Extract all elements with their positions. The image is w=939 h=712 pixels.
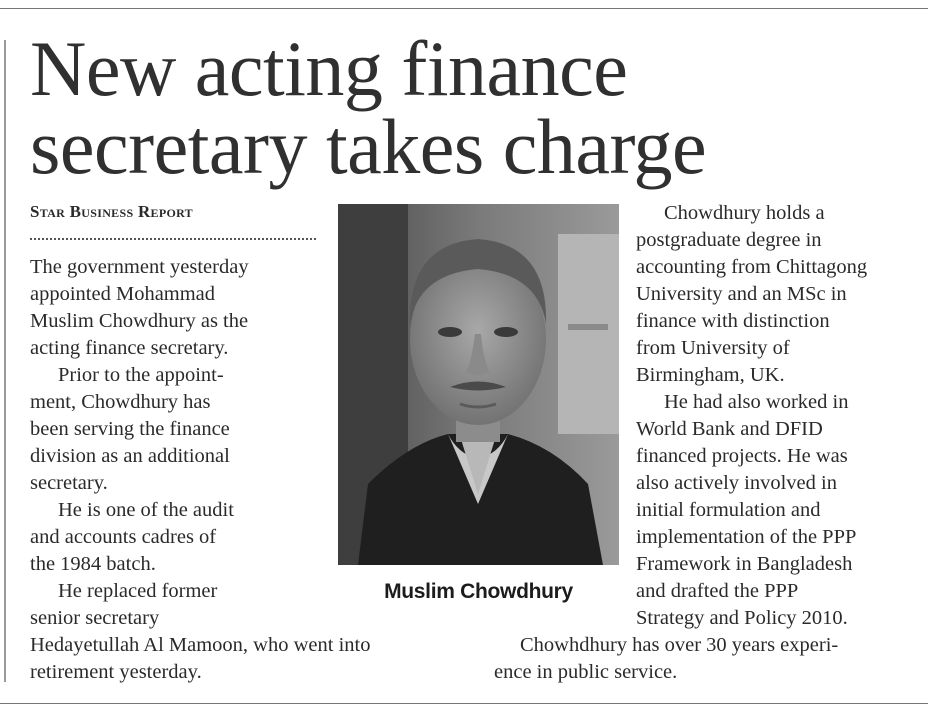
body-line-wide: Hedayetullah Al Mamoon, who went into	[30, 634, 371, 656]
portrait-photo	[338, 204, 619, 565]
body-line: appointed Mohammad	[30, 283, 216, 305]
top-rule	[0, 8, 928, 9]
body-line: postgraduate degree in	[636, 229, 822, 251]
body-line: implementation of the PPP	[636, 526, 857, 548]
headline-line-1: New acting finance	[30, 25, 628, 112]
body-line: also actively involved in	[636, 472, 837, 494]
headline	[30, 25, 910, 190]
body-line: The government yesterday	[30, 256, 249, 278]
byline: Star Business Report	[30, 202, 193, 221]
body-line: secretary.	[30, 472, 108, 494]
bottom-rule	[0, 703, 928, 704]
body-line: Strategy and Policy 2010.	[636, 607, 848, 629]
body-line: senior secretary	[30, 607, 160, 629]
body-line: finance with distinction	[636, 310, 830, 332]
body-line: from University of	[636, 337, 790, 359]
portrait-image	[338, 204, 619, 565]
body-line-wide: retirement yesterday.	[30, 661, 202, 683]
body-line: initial formulation and	[636, 499, 821, 521]
body-line: Prior to the appoint-	[58, 364, 224, 386]
left-column-rule	[4, 40, 6, 682]
body-line: division as an additional	[30, 445, 230, 467]
body-line: Framework in Bangladesh	[636, 553, 853, 575]
body-line: University and an MSc in	[636, 283, 847, 305]
body-line: accounting from Chittagong	[636, 256, 868, 278]
body-line-wide: Chowhdhury has over 30 years experi-	[520, 634, 839, 656]
article-column-1	[30, 254, 330, 632]
headline-line-2: secretary takes charge	[30, 103, 707, 190]
body-line: and accounts cadres of	[30, 526, 217, 548]
body-line: the 1984 batch.	[30, 553, 156, 575]
body-line: ment, Chowdhury has	[30, 391, 211, 413]
body-line: been serving the finance	[30, 418, 230, 440]
body-line: acting finance secretary.	[30, 337, 229, 359]
body-line: financed projects. He was	[636, 445, 848, 467]
byline-dotted-separator	[30, 238, 316, 240]
body-line: He had also worked in	[664, 391, 849, 413]
body-line: He is one of the audit	[58, 499, 234, 521]
body-line-wide: ence in public service.	[494, 661, 678, 683]
body-line: Chowdhury holds a	[664, 202, 825, 224]
body-line: and drafted the PPP	[636, 580, 799, 602]
body-line: He replaced former	[58, 580, 218, 602]
body-line: Muslim Chowdhury as the	[30, 310, 249, 332]
body-line: Birmingham, UK.	[636, 364, 785, 386]
article-column-3	[636, 200, 926, 632]
photo-caption: Muslim Chowdhury	[384, 580, 573, 603]
body-line: World Bank and DFID	[636, 418, 823, 440]
